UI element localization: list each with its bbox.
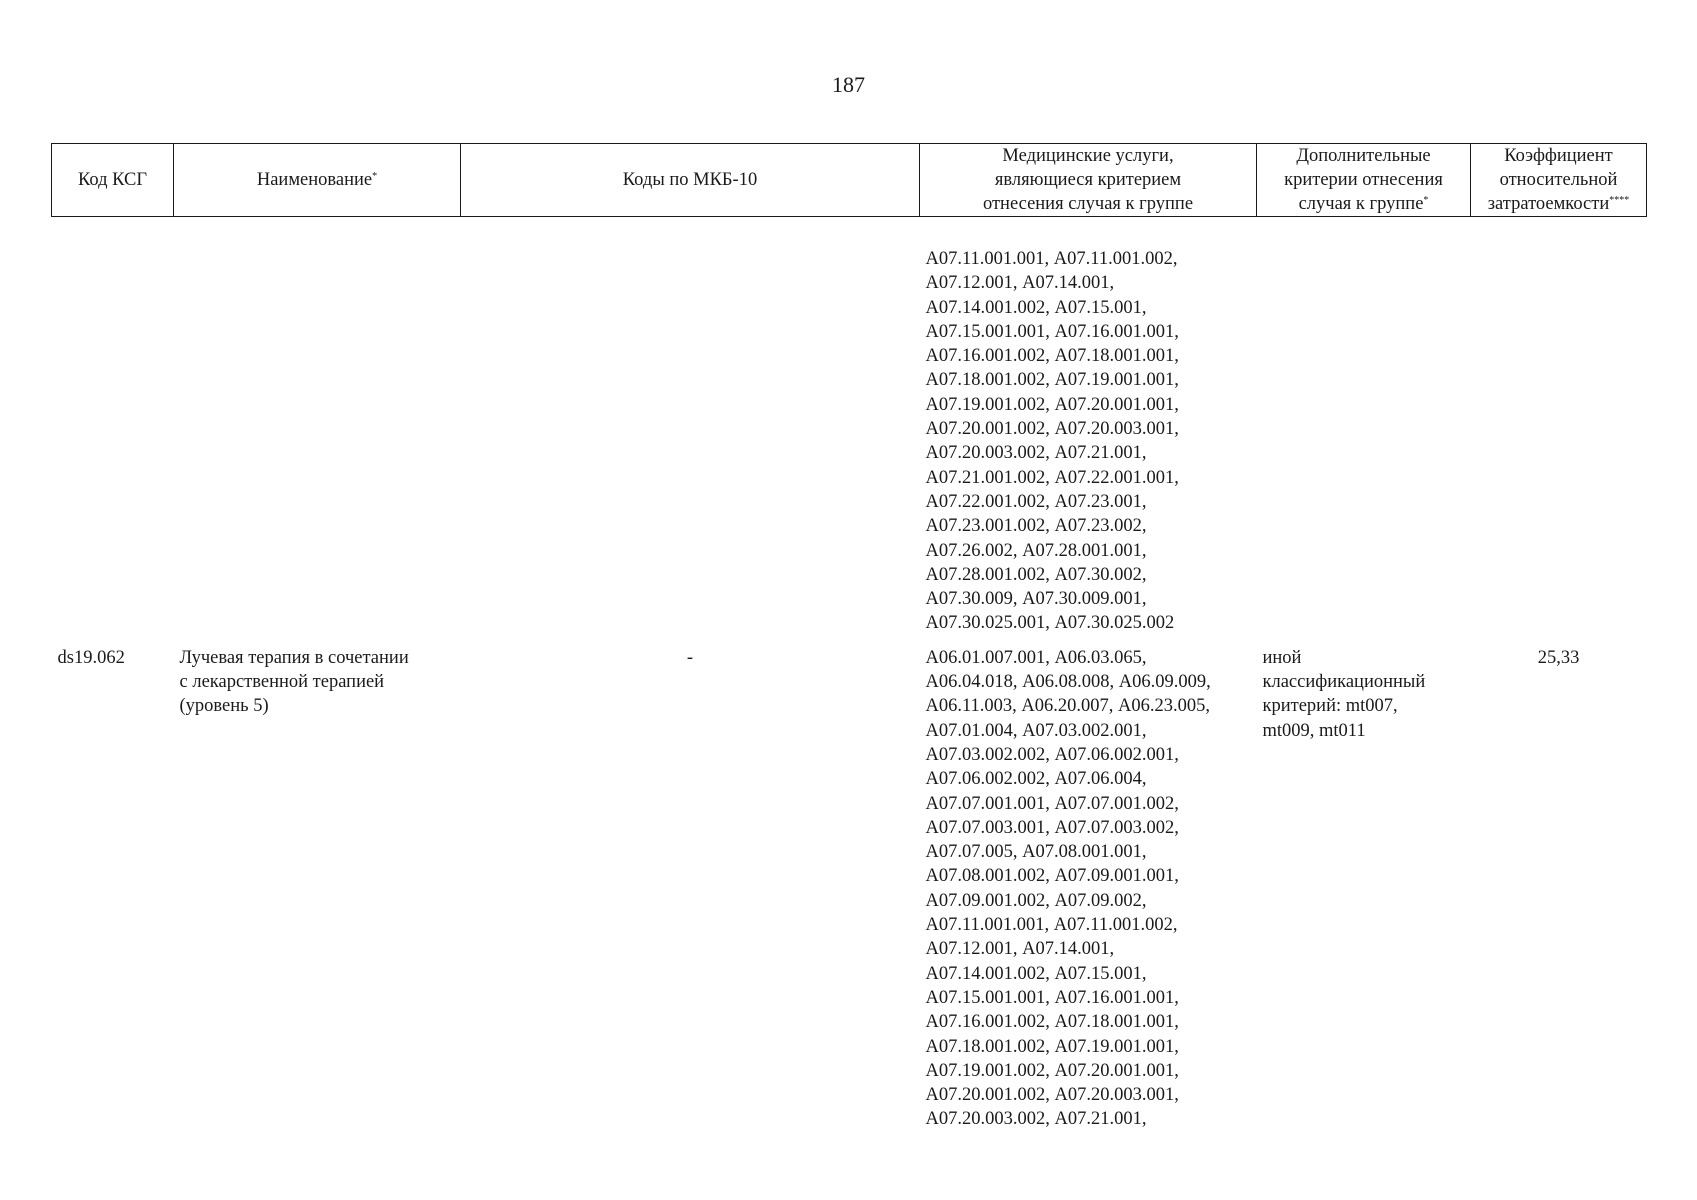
header-name: Наименование* — [174, 144, 461, 217]
text-line: А07.20.001.002, А07.20.003.001, — [925, 419, 1179, 440]
text-line: А07.28.001.002, А07.30.002, — [925, 564, 1147, 585]
text-line: А07.23.001.002, А07.23.002, — [925, 516, 1147, 537]
ksg-table — [51, 143, 1647, 1132]
text-line: А07.01.004, А07.03.002.001, — [925, 720, 1147, 741]
text-line: А07.19.001.002, А07.20.001.001, — [925, 394, 1179, 415]
text-line: А07.15.001.001, А07.16.001.001, — [925, 321, 1179, 342]
header-coefficient: Коэффициент относительной затратоемкости**** — [1471, 144, 1647, 217]
table-header-row — [52, 144, 1647, 217]
extra-criteria-cell — [1257, 646, 1471, 1132]
text-line: А06.04.018, А06.08.008, А06.09.009, — [925, 672, 1211, 693]
icd-codes-cell: - — [686, 647, 694, 668]
text-line: критерий: mt007, — [1262, 696, 1398, 717]
text-line: А07.20.003.002, А07.21.001, — [925, 1109, 1147, 1130]
text-line: А06.11.003, А06.20.007, А06.23.005, — [925, 696, 1211, 717]
text-line: классификационный — [1262, 672, 1426, 693]
text-line: А07.07.003.001, А07.07.003.002, — [925, 817, 1179, 838]
header-icd: Коды по МКБ-10 — [461, 144, 920, 217]
text-line: А07.20.001.002, А07.20.003.001, — [925, 1085, 1179, 1106]
continuation-services-cell — [920, 217, 1257, 646]
text-line: иной — [1262, 647, 1302, 668]
text-line: А07.26.002, А07.28.001.001, — [925, 540, 1147, 561]
header-coef-footnote-mark: **** — [1609, 195, 1630, 206]
text-line: А07.11.001.001, А07.11.001.002, — [925, 249, 1178, 269]
text-line: Лучевая терапия в сочетании — [179, 647, 409, 668]
ksg-code-cell: ds19.062 — [57, 647, 125, 668]
text-line: А07.30.009, А07.30.009.001, — [925, 589, 1147, 610]
text-line: А07.30.025.001, А07.30.025.002 — [925, 613, 1175, 634]
text-line: А06.01.007.001, А06.03.065, — [925, 647, 1147, 668]
text-line: А07.06.002.002, А07.06.004, — [925, 769, 1147, 790]
text-line: А07.22.001.002, А07.23.001, — [925, 491, 1147, 512]
page-number: 187 — [832, 72, 865, 97]
text-line: А07.12.001, А07.14.001, — [925, 939, 1115, 960]
table-row — [52, 646, 1647, 1132]
text-line: А07.19.001.002, А07.20.001.001, — [925, 1060, 1179, 1081]
text-line: А07.18.001.002, А07.19.001.001, — [925, 370, 1179, 391]
text-line: А07.09.001.002, А07.09.002, — [925, 890, 1147, 911]
text-line: А07.20.003.002, А07.21.001, — [925, 443, 1147, 464]
ksg-name-cell — [174, 646, 461, 1132]
header-code: Код КСГ — [52, 144, 174, 217]
header-name-footnote-mark: * — [372, 171, 378, 182]
text-line: А07.15.001.001, А07.16.001.001, — [925, 987, 1179, 1008]
text-line: А07.12.001, А07.14.001, — [925, 273, 1115, 294]
services-cell — [920, 646, 1257, 1132]
text-line: А07.14.001.002, А07.15.001, — [925, 963, 1147, 984]
text-line: А07.18.001.002, А07.19.001.001, — [925, 1036, 1179, 1057]
coefficient-cell: 25,33 — [1537, 647, 1580, 668]
header-services: Медицинские услуги, являющиеся критерием отнесения случая к группе — [920, 144, 1257, 217]
text-line: А07.11.001.001, А07.11.001.002, — [925, 915, 1178, 936]
text-line: А07.07.001.001, А07.07.001.002, — [925, 793, 1179, 814]
text-line: А07.16.001.002, А07.18.001.001, — [925, 1012, 1179, 1033]
text-line: А07.03.002.002, А07.06.002.001, — [925, 744, 1179, 765]
text-line: mt009, mt011 — [1262, 720, 1366, 741]
header-extra-criteria: Дополнительные критерии отнесения случая к группе* — [1257, 144, 1471, 217]
text-line: А07.07.005, А07.08.001.001, — [925, 842, 1147, 863]
text-line: А07.16.001.002, А07.18.001.001, — [925, 346, 1179, 367]
text-line: А07.14.001.002, А07.15.001, — [925, 297, 1147, 318]
header-extra-footnote-mark: * — [1423, 195, 1429, 206]
text-line: с лекарственной терапией — [179, 672, 385, 693]
text-line: А07.08.001.002, А07.09.001.001, — [925, 866, 1179, 887]
table-row-continuation — [52, 217, 1647, 646]
text-line: А07.21.001.002, А07.22.001.001, — [925, 467, 1179, 488]
text-line: (уровень 5) — [179, 696, 269, 717]
